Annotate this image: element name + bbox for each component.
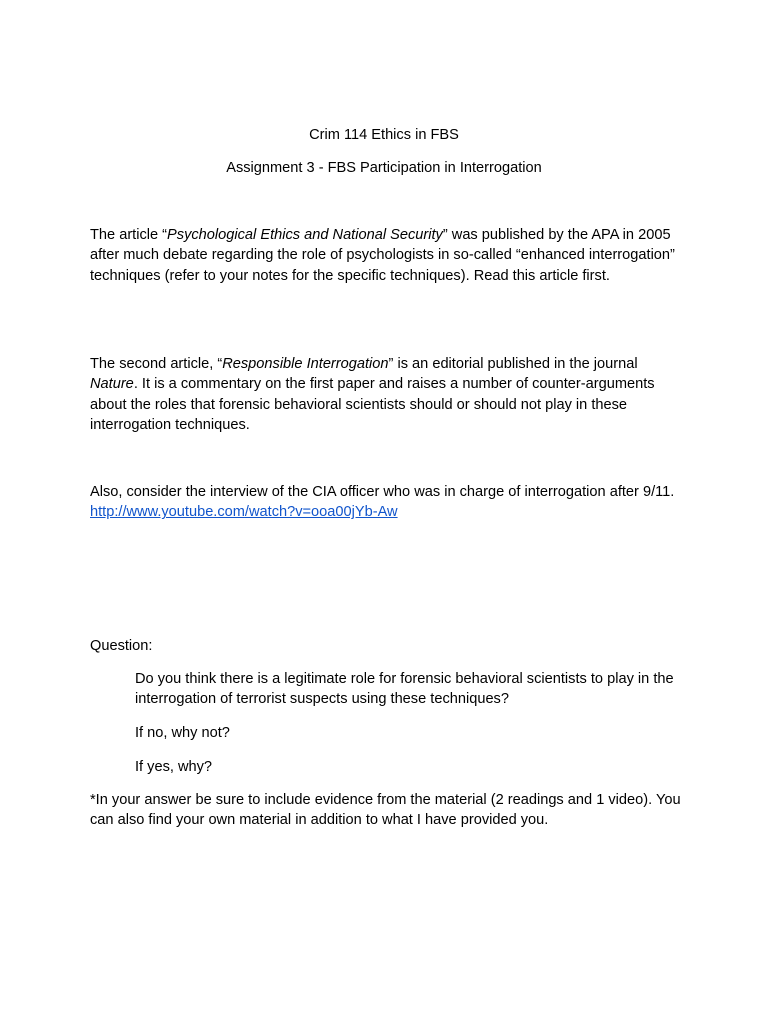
assignment-title: Assignment 3 - FBS Participation in Interrogation (226, 160, 542, 176)
paragraph-apa-suffix: ” was published by the APA in 2005 after much debate regarding the role of psychologists in so-called “enhanced interrogation” techniques (refer to your notes for the specific techniques). Read this article first. (90, 227, 675, 284)
question-if-yes: If yes, why? (135, 759, 213, 775)
journal-name: Nature (90, 376, 134, 393)
paragraph-editorial-suffix: . It is a commentary on the first paper and raises a number of counter-arguments about the roles that forensic behavioral scientists should or should not play in these interrogation techniques. (90, 376, 655, 434)
apa-article-title: Psychological Ethics and National Security (167, 227, 443, 243)
paragraph-apa-article (90, 225, 682, 286)
editorial-title: Responsible Interrogation (222, 356, 389, 372)
paragraph-cia-text: Also, consider the interview of the CIA officer who was in charge of interrogation after 9/11. (90, 484, 675, 500)
paragraph-cia-interview (90, 482, 682, 523)
course-title: Crim 114 Ethics in FBS (309, 127, 459, 143)
paragraph-editorial-prefix: The second article, “ (90, 356, 223, 372)
youtube-video-link[interactable]: http://www.youtube.com/watch?v=ooa00jYb-Aw (90, 504, 398, 521)
question-if-no: If no, why not? (135, 725, 230, 741)
answer-note: *In your answer be sure to include evidence from the material (2 readings and 1 video). You can also find your own material in addition to what I have provided you. (90, 792, 681, 829)
paragraph-editorial (90, 354, 682, 436)
question-main: Do you think there is a legitimate role for forensic behavioral scientists to play in the interrogation of terrorist suspects using these techniques? (135, 671, 674, 708)
paragraph-apa-prefix: The article “ (90, 227, 168, 243)
paragraph-editorial-middle: ” is an editorial published in the journal (388, 356, 638, 372)
question-label: Question: (90, 638, 153, 654)
